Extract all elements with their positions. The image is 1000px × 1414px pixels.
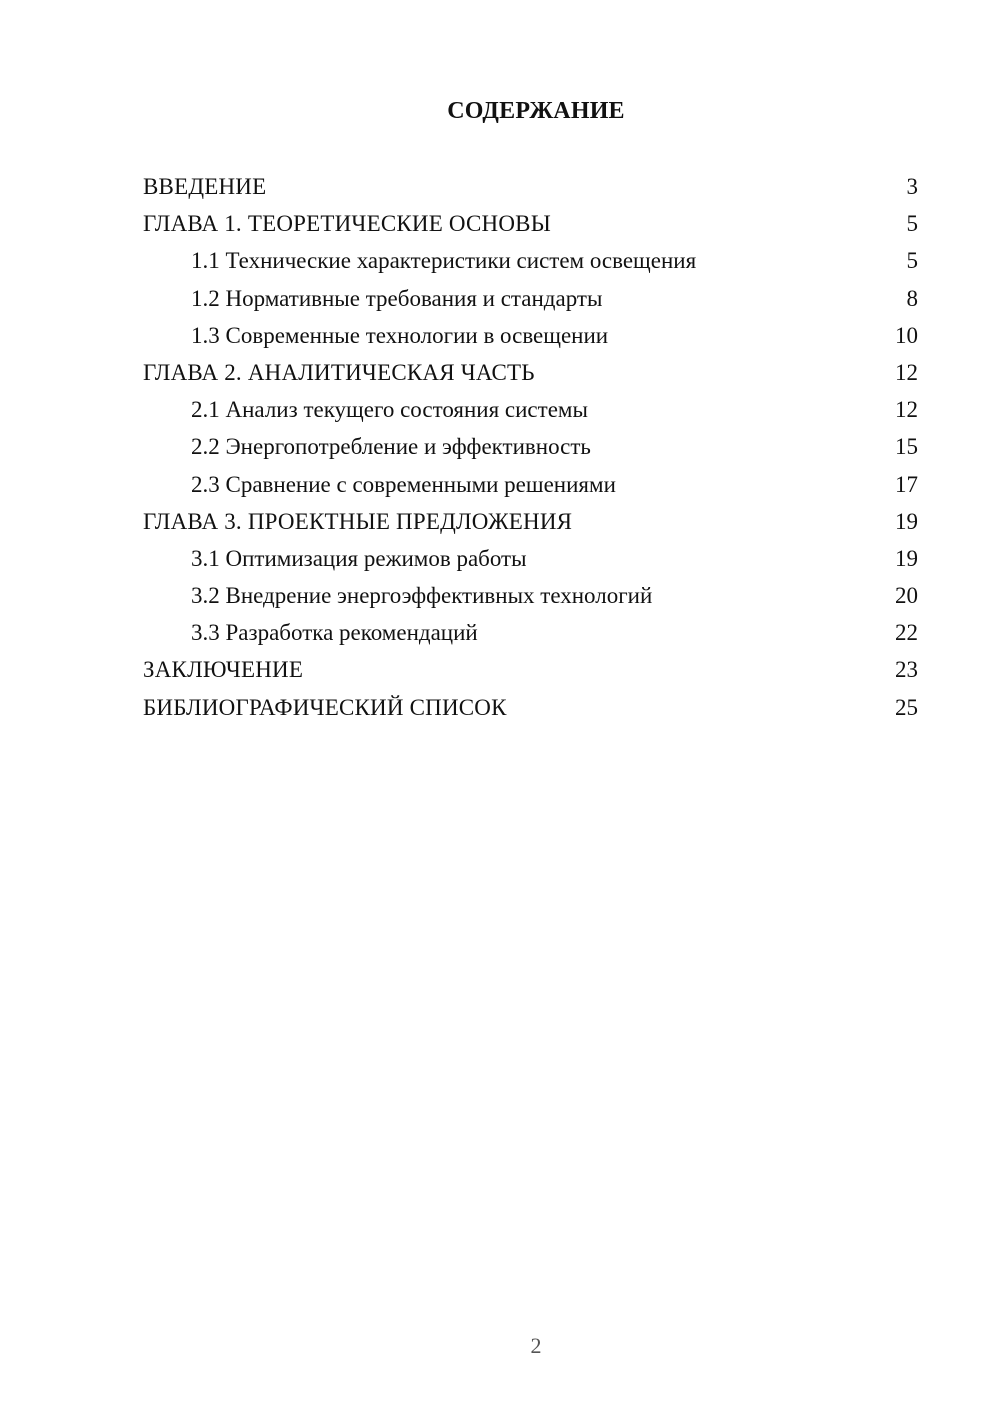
- toc-entry-page: 17: [895, 471, 918, 497]
- toc-entry-section-1-2: [143, 280, 918, 317]
- toc-entry-title: ВВЕДЕНИЕ: [143, 174, 267, 199]
- toc-entry-page: 5: [906, 211, 918, 237]
- toc-entry-conclusion: [143, 651, 918, 688]
- toc-entry-page: 22: [895, 620, 918, 646]
- toc-entry-title: ЗАКЛЮЧЕНИЕ: [143, 657, 304, 683]
- toc-entry-title: ГЛАВА 1. ТЕОРЕТИЧЕСКИЕ ОСНОВЫ: [143, 211, 551, 237]
- toc-entry-page: 23: [895, 657, 918, 683]
- toc-entry-section-2-2: [143, 428, 918, 465]
- toc-entry-introduction: [143, 168, 918, 205]
- toc-entry-section-1-1: [143, 242, 918, 279]
- toc-entry-section-2-1: [143, 391, 918, 428]
- toc-entry-section-3-2: [143, 577, 918, 614]
- toc-entry-page: 3: [906, 174, 918, 199]
- toc-entry-bibliography: [143, 689, 918, 726]
- toc-entry-page: 10: [895, 322, 918, 348]
- toc-entry-page: 15: [895, 434, 918, 460]
- toc-entry-title: 2.1 Анализ текущего состояния системы: [191, 397, 588, 423]
- toc-entry-title: 2.3 Сравнение с современными решениями: [191, 471, 616, 497]
- toc-entry-chapter-2: [143, 354, 918, 391]
- toc-entry-title: 2.2 Энергопотребление и эффективность: [191, 434, 591, 460]
- toc-entry-page: 25: [895, 694, 918, 720]
- toc-entry-chapter-3: [143, 503, 918, 540]
- toc-entry-title: БИБЛИОГРАФИЧЕСКИЙ СПИСОК: [143, 694, 507, 720]
- toc-entry-section-3-3: [143, 614, 918, 651]
- toc-entry-section-1-3: [143, 317, 918, 354]
- page-number: 2: [530, 1333, 542, 1358]
- toc-entry-page: 12: [895, 359, 918, 385]
- toc-entry-page: 19: [895, 508, 918, 534]
- toc-entry-title: 3.3 Разработка рекомендаций: [191, 620, 478, 646]
- page-title: СОДЕРЖАНИЕ: [447, 98, 625, 124]
- toc-entry-title: 1.3 Современные технологии в освещении: [191, 322, 609, 348]
- toc-entry-page: 5: [906, 248, 918, 274]
- toc-entry-page: 19: [895, 545, 918, 571]
- toc-entry-section-3-1: [143, 540, 918, 577]
- toc-entry-chapter-1: [143, 205, 918, 242]
- toc-entry-page: 20: [895, 583, 918, 609]
- toc-entry-title: 3.1 Оптимизация режимов работы: [191, 545, 527, 571]
- toc-entry-title: ГЛАВА 3. ПРОЕКТНЫЕ ПРЕДЛОЖЕНИЯ: [143, 508, 573, 534]
- table-of-contents: [143, 168, 918, 726]
- toc-entry-page: 8: [906, 285, 918, 311]
- toc-entry-section-2-3: [143, 466, 918, 503]
- toc-entry-title: 1.1 Технические характеристики систем освещения: [191, 248, 697, 274]
- toc-entry-title: ГЛАВА 2. АНАЛИТИЧЕСКАЯ ЧАСТЬ: [143, 359, 535, 385]
- toc-entry-page: 12: [895, 397, 918, 423]
- toc-entry-title: 3.2 Внедрение энергоэффективных технологий: [191, 583, 653, 609]
- toc-entry-title: 1.2 Нормативные требования и стандарты: [191, 285, 603, 311]
